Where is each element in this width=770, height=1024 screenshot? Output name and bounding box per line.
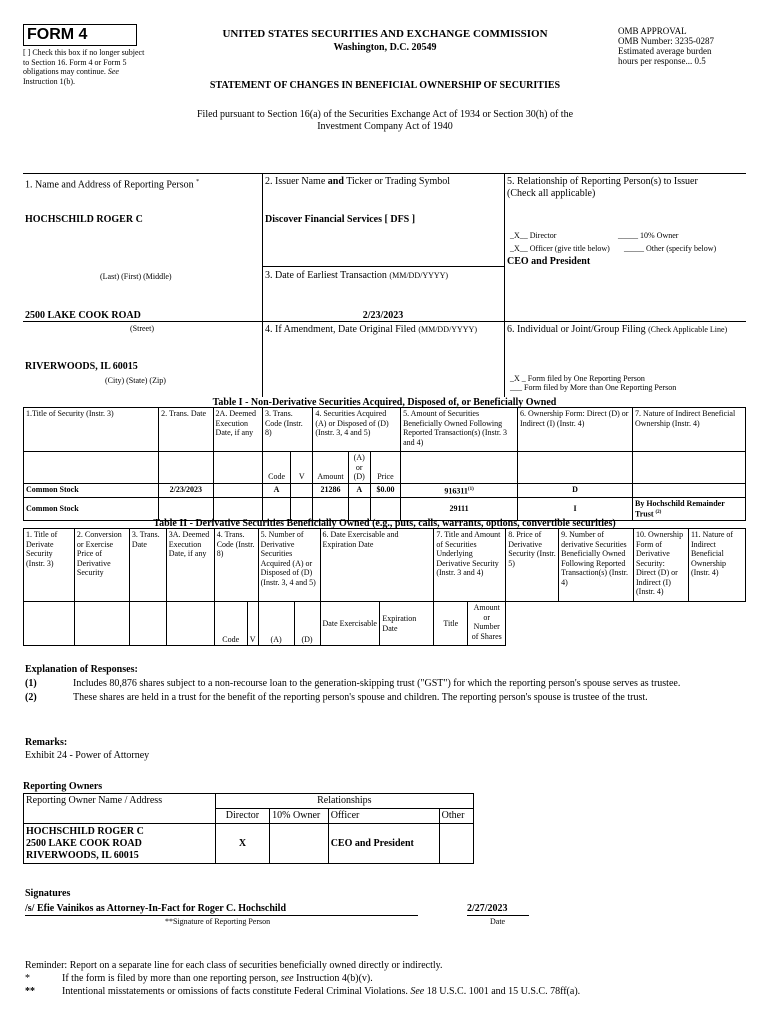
owner-name-address bbox=[24, 824, 216, 864]
relationship-director: _X__ Director bbox=[510, 231, 557, 240]
footnote-star1-a: If the form is filed by more than one reporting person, bbox=[62, 973, 281, 984]
filed-line-2: Investment Company Act of 1940 bbox=[317, 121, 453, 132]
form-title: FORM 4 bbox=[27, 26, 88, 43]
t1-sub-ad: (A) or (D) bbox=[348, 452, 370, 484]
box2-label-a: 2. Issuer Name bbox=[265, 176, 328, 187]
issuer-name: Discover Financial Services [ DFS ] bbox=[265, 214, 416, 225]
box3-label-text: 3. Date of Earliest Transaction bbox=[265, 270, 387, 281]
explanation-text-2: These shares are held in a trust for the benefit of the reporting person's spouse and children. The reporting person's spouse is trustee of the trust. bbox=[73, 692, 648, 703]
t2-h-form: 10. Ownership Form of Derivative Security: Direct (D) or Indirect (I) (Instr. 4) bbox=[634, 529, 689, 602]
owner-ten bbox=[270, 824, 329, 864]
t1-h-owned: 5. Amount of Securities Beneficially Owned Following Reported Transaction(s) (Instr. 3 and 4) bbox=[401, 408, 518, 452]
t1-r0-date: 2/23/2023 bbox=[159, 483, 213, 497]
omb-approval bbox=[618, 26, 758, 66]
filed-pursuant bbox=[100, 109, 670, 133]
t1-h-deemed: 2A. Deemed Execution Date, if any bbox=[213, 408, 262, 452]
t1-h-code: 3. Trans. Code (Instr. 8) bbox=[262, 408, 312, 452]
footnote-star2-mark: ** bbox=[25, 986, 35, 997]
box4-label bbox=[265, 324, 477, 336]
t2-h-date: 3. Trans. Date bbox=[129, 529, 166, 602]
owner-officer: CEO and President bbox=[328, 824, 439, 864]
t1-h-acquired: 4. Securities Acquired (A) or Disposed of (D) (Instr. 3, 4 and 5) bbox=[313, 408, 401, 452]
owners-heading: Reporting Owners bbox=[23, 781, 103, 792]
table2 bbox=[23, 528, 746, 646]
table-row bbox=[24, 483, 746, 497]
owners-col-director: Director bbox=[215, 809, 269, 824]
filed-line-1: Filed pursuant to Section 16(a) of the Securities Exchange Act of 1934 or Section 30(h) of the bbox=[196, 109, 574, 120]
owners-col-rel: Relationships bbox=[215, 794, 473, 809]
explanation-num-1: (1) bbox=[25, 678, 37, 689]
t2-sub-a: (A) bbox=[258, 602, 294, 646]
omb-line-1: OMB APPROVAL bbox=[618, 26, 687, 36]
box5-label-2: (Check all applicable) bbox=[507, 188, 596, 199]
box2-label-and: and bbox=[327, 176, 344, 187]
owners-col-officer: Officer bbox=[328, 809, 439, 824]
t2-sub-amount: Amount or Number of Shares bbox=[468, 602, 506, 646]
t2-sub-d: (D) bbox=[294, 602, 320, 646]
agency-name: UNITED STATES SECURITIES AND EXCHANGE COMMISSION bbox=[222, 28, 548, 40]
box6-label-text: 6. Individual or Joint/Group Filing bbox=[507, 324, 646, 335]
reporting-person-street: 2500 LAKE COOK ROAD bbox=[25, 310, 141, 321]
t2-h-price: 2. Conversion or Exercise Price of Derivative Security bbox=[74, 529, 129, 602]
agency-city: Washington, D.C. 20549 bbox=[333, 42, 437, 53]
signer-label: **Signature of Reporting Person bbox=[165, 917, 271, 926]
t1-r0-price: $0.00 bbox=[370, 483, 400, 497]
box5-label-text: 5. Relationship of Reporting Person(s) to Issuer bbox=[507, 176, 698, 187]
footnote-star1-see: see bbox=[280, 973, 294, 984]
reporting-person-name: HOCHSCHILD ROGER C bbox=[25, 214, 143, 225]
t2-h-deriv-price: 8. Price of Derivative Security (Instr. 5) bbox=[506, 529, 559, 602]
t2-h-exercisable: 6. Date Exercisable and Expiration Date bbox=[320, 529, 434, 602]
t2-sub-exp: Expiration Date bbox=[380, 602, 434, 646]
t1-r0-title: Common Stock bbox=[24, 483, 159, 497]
omb-line-4: hours per response... 0.5 bbox=[618, 56, 706, 66]
box4-label-small: (MM/DD/YYYY) bbox=[418, 325, 477, 334]
omb-line-3: Estimated average burden bbox=[618, 46, 712, 56]
footnote-star1 bbox=[62, 973, 373, 985]
owner-street: 2500 LAKE COOK ROAD bbox=[26, 837, 142, 849]
statement-title: STATEMENT OF CHANGES IN BENEFICIAL OWNERSHIP OF SECURITIES bbox=[209, 80, 561, 91]
t2-sub-v: V bbox=[247, 602, 258, 646]
t2-h-number: 5. Number of Derivative Securities Acquired (A) or Disposed of (D) (Instr. 3, 4 and 5) bbox=[258, 529, 320, 602]
remarks-heading: Remarks: bbox=[25, 737, 68, 748]
footnote-star1-b: Instruction 4(b)(v). bbox=[293, 973, 373, 984]
footnote-star2-a: Intentional misstatements or omissions of facts constitute Federal Criminal Violations. bbox=[62, 986, 411, 997]
box2-label bbox=[265, 176, 450, 188]
t1-r1-form: I bbox=[518, 497, 633, 521]
owners-col-other: Other bbox=[439, 809, 473, 824]
box1-label-text: 1. Name and Address of Reporting Person bbox=[25, 179, 194, 191]
list-item bbox=[25, 678, 745, 690]
owner-director: X bbox=[215, 824, 269, 864]
table2-title: Table II - Derivative Securities Beneficially Owned (e.g., puts, calls, warrants, options, convertible securities) bbox=[153, 518, 616, 529]
omb-line-2: OMB Number: 3235-0287 bbox=[618, 36, 714, 46]
box5-label bbox=[507, 176, 743, 200]
t1-r1-owned: 29111 bbox=[401, 497, 518, 521]
t1-r0-v bbox=[291, 483, 313, 497]
signature-date: 2/27/2023 bbox=[467, 903, 508, 914]
signer: /s/ Efie Vainikos as Attorney-In-Fact for Roger C. Hochschild bbox=[25, 903, 287, 914]
street-label: (Street) bbox=[130, 324, 154, 333]
t1-r0-amount: 21286 bbox=[313, 483, 348, 497]
explanation-list bbox=[25, 678, 745, 704]
owners-table bbox=[23, 793, 474, 864]
officer-title: CEO and President bbox=[507, 256, 591, 267]
table1-title: Table I - Non-Derivative Securities Acquired, Disposed of, or Beneficially Owned bbox=[212, 397, 557, 408]
city-label: (City) (State) (Zip) bbox=[105, 376, 166, 385]
t1-r0-form: D bbox=[518, 483, 633, 497]
table-row bbox=[24, 824, 474, 864]
box6-label-small: (Check Applicable Line) bbox=[648, 325, 728, 334]
earliest-transaction-date: 2/23/2023 bbox=[362, 310, 404, 321]
table1 bbox=[23, 407, 746, 521]
box1-label bbox=[25, 176, 199, 191]
signature-date-label: Date bbox=[490, 917, 506, 926]
explanation-text-1: Includes 80,876 shares subject to a non-recourse loan to the generation-skipping trust ("GST") for which the reporting person's spouse serves as trustee. bbox=[73, 678, 681, 689]
t1-r1-title: Common Stock bbox=[24, 497, 159, 521]
t1-r0-owned bbox=[401, 483, 518, 497]
box3-label-small: (MM/DD/YYYY) bbox=[389, 271, 449, 280]
reminder: Reminder: Report on a separate line for each class of securities beneficially owned directly or indirectly. bbox=[25, 960, 443, 971]
t1-h-date: 2. Trans. Date bbox=[159, 408, 213, 452]
t1-r0-owned-note: (1) bbox=[467, 486, 474, 492]
owner-name: HOCHSCHILD ROGER C bbox=[26, 825, 144, 837]
list-item bbox=[25, 692, 745, 704]
footnote-star1-mark: * bbox=[25, 973, 30, 984]
owners-col-name: Reporting Owner Name / Address bbox=[24, 794, 216, 809]
owner-other bbox=[439, 824, 473, 864]
reporting-person-city: RIVERWOODS, IL 60015 bbox=[25, 361, 138, 372]
t2-h-title: 1. Title of Derivate Security (Instr. 3) bbox=[24, 529, 75, 602]
relationship-other: _____ Other (specify below) bbox=[624, 244, 717, 253]
explanation-heading: Explanation of Responses: bbox=[25, 664, 138, 675]
explanation-num-2: (2) bbox=[25, 692, 37, 703]
t1-r0-deemed bbox=[213, 483, 262, 497]
checkbox-instruction: Instruction 1(b). bbox=[23, 76, 75, 86]
box6-label bbox=[507, 324, 743, 336]
t1-h-form: 6. Ownership Form: Direct (D) or Indirect (I) (Instr. 4) bbox=[518, 408, 633, 452]
filing-one-person: _X _ Form filed by One Reporting Person bbox=[510, 374, 645, 383]
t1-h-title: 1.Title of Security (Instr. 3) bbox=[24, 408, 159, 452]
t2-h-underlying: 7. Title and Amount of Securities Underlying Derivative Security (Instr. 3 and 4) bbox=[434, 529, 506, 602]
t1-sub-amount: Amount bbox=[313, 452, 348, 484]
t1-r1-nature-text: By Hochschild Remainder Trust bbox=[634, 498, 725, 519]
t2-h-owned: 9. Number of derivative Securities Beneficially Owned Following Reported Transaction(s) (Instr. 4) bbox=[559, 529, 634, 602]
form-title-box bbox=[23, 24, 137, 46]
relationship-ten-pct: _____ 10% Owner bbox=[618, 231, 679, 240]
checkbox-text: [ ] Check this box if no longer subject to Section 16. Form 4 or Form 5 obligations may continue. bbox=[23, 48, 145, 76]
box4-label-text: 4. If Amendment, Date Original Filed bbox=[265, 324, 416, 335]
t1-r0-code: A bbox=[262, 483, 290, 497]
box2-label-b: Ticker or Trading Symbol bbox=[343, 176, 451, 187]
t1-r0-ad: A bbox=[348, 483, 370, 497]
t1-sub-price: Price bbox=[370, 452, 400, 484]
t1-r1-nature-note: (2) bbox=[655, 510, 662, 516]
t2-sub-title: Title bbox=[434, 602, 468, 646]
t2-sub-exer: Date Exercisable bbox=[320, 602, 380, 646]
name-parts-label: (Last) (First) (Middle) bbox=[100, 272, 172, 281]
box1-label-mark: * bbox=[196, 179, 200, 185]
owners-col-ten: 10% Owner bbox=[270, 809, 329, 824]
t2-h-code: 4. Trans. Code (Instr. 8) bbox=[214, 529, 258, 602]
footnote-star2-b: 18 U.S.C. 1001 and 15 U.S.C. 78ff(a). bbox=[424, 986, 581, 997]
t2-h-nature: 11. Nature of Indirect Beneficial Ownership (Instr. 4) bbox=[688, 529, 745, 602]
section16-checkbox-note bbox=[23, 48, 151, 86]
signatures-heading: Signatures bbox=[25, 888, 71, 899]
t2-h-deemed: 3A. Deemed Execution Date, if any bbox=[166, 529, 214, 602]
remarks-text: Exhibit 24 - Power of Attorney bbox=[25, 750, 150, 761]
checkbox-see: See bbox=[107, 67, 119, 76]
t1-sub-code: Code bbox=[262, 452, 290, 484]
box3-label bbox=[265, 270, 448, 282]
t1-r0-nature bbox=[632, 483, 745, 497]
t2-sub-code: Code bbox=[214, 602, 247, 646]
owner-city: RIVERWOODS, IL 60015 bbox=[26, 849, 139, 861]
t1-sub-v: V bbox=[291, 452, 313, 484]
filing-multiple-persons: ___ Form filed by More than One Reporting Person bbox=[510, 383, 677, 392]
t1-h-nature: 7. Nature of Indirect Beneficial Ownership (Instr. 4) bbox=[632, 408, 745, 452]
relationship-officer: _X__ Officer (give title below) bbox=[510, 244, 610, 253]
t1-r0-owned-value: 916311 bbox=[444, 486, 468, 496]
footnote-star2 bbox=[62, 986, 580, 998]
footnote-star2-see: See bbox=[410, 986, 425, 997]
